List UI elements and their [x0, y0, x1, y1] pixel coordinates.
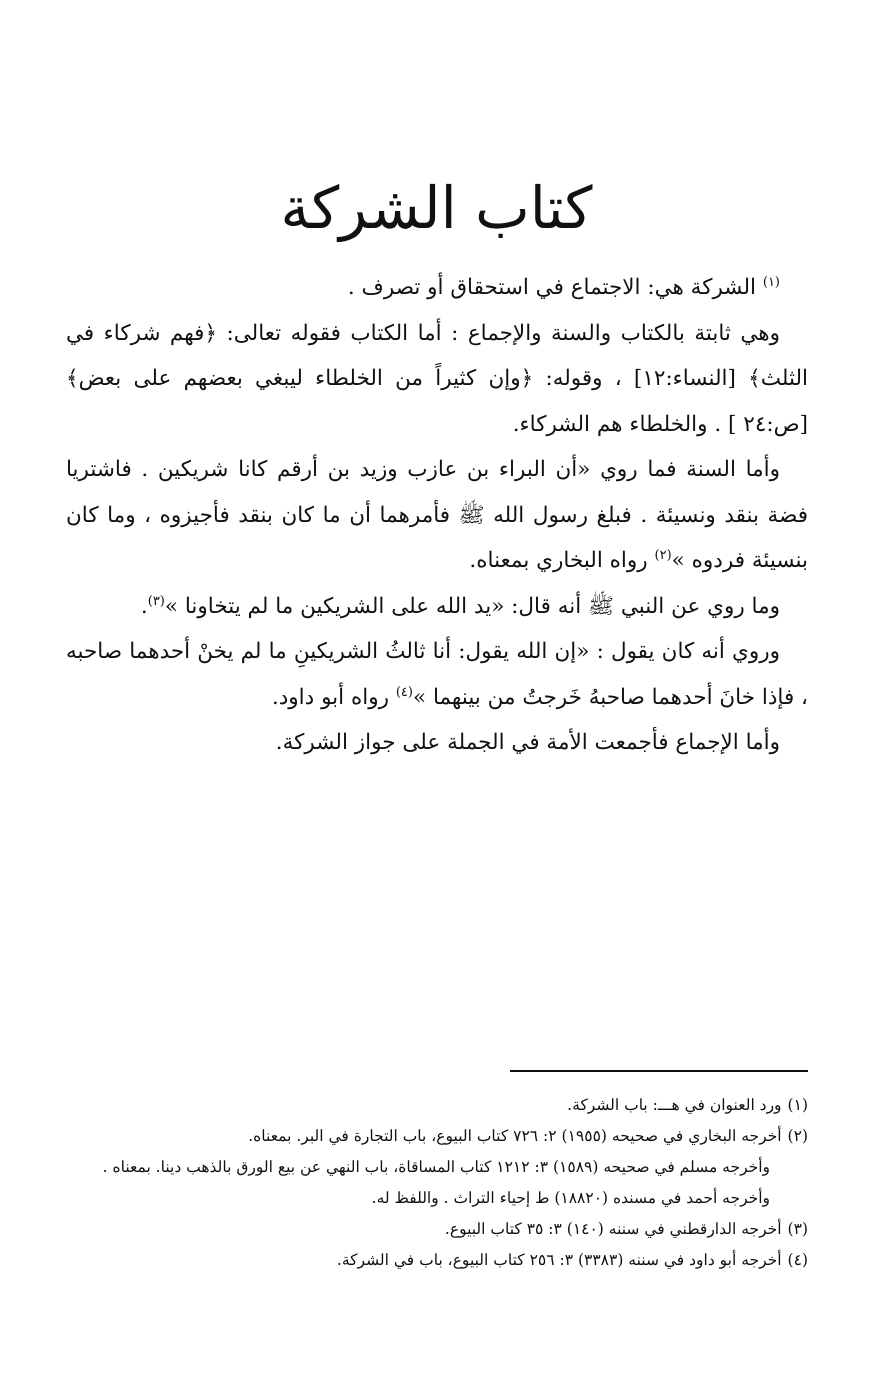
paragraph-hadith-1 — [66, 584, 808, 630]
paragraph-text: وأما الإجماع فأجمعت الأمة في الجملة على جواز الشركة. — [275, 730, 780, 755]
footnote-text: ورد العنوان في هـــ: باب الشركة. — [567, 1096, 782, 1114]
paragraph-text: وروي أنه كان يقول : «إن الله يقول: أنا ثالثُ الشريكينِ ما لم يخنْ أحدهما صاحبه ، فإذا خانَ أحدهما صاحبهُ خَرجتُ من بينهما » — [66, 639, 808, 710]
paragraph-evidence-sunnah — [66, 447, 808, 584]
footnote-marker: (٣) — [147, 593, 165, 609]
footnote-1 — [66, 1090, 808, 1121]
paragraph-definition — [66, 265, 808, 311]
footnote-divider — [510, 1070, 808, 1072]
paragraph-text: رواه أبو داود. — [271, 684, 396, 710]
paragraph-text: وأما السنة فما روي «أن البراء بن عازب وزيد بن أرقم كانا شريكين . فاشتريا فضة بنقد ونسيئة . فبلغ رسول الله ﷺ فأمرهما أن ما كان بنقد فأجيزوه ، وما كان بنسيئة فردوه » — [66, 457, 808, 573]
paragraph-text: رواه البخاري بمعناه. — [469, 548, 655, 573]
paragraph-ijma — [66, 720, 808, 766]
main-text — [66, 265, 808, 766]
paragraph-text: وهي ثابتة بالكتاب والسنة والإجماع : أما الكتاب فقوله تعالى: ﴿فهم شركاء في الثلث﴾ [النساء:١٢] ، وقوله: ﴿وإن كثيراً من الخلطاء ليبغي بعضهم على بعض﴾ [ص:٢٤ ] . والخلطاء هم الشركاء. — [66, 320, 808, 437]
footnote-text: وأخرجه مسلم في صحيحه (١٥٨٩) ٣: ١٢١٢ كتاب المساقاة، باب النهي عن بيع الورق بالذهب دينا. بمعناه . — [102, 1158, 770, 1176]
footnote-number: (٣) — [787, 1220, 808, 1238]
footnote-4 — [66, 1245, 808, 1276]
footnote-2 — [66, 1121, 808, 1152]
footnote-3 — [66, 1214, 808, 1245]
footnote-2-continuation — [66, 1152, 808, 1183]
paragraph-hadith-2 — [66, 629, 808, 720]
footnote-marker: (٤) — [395, 684, 413, 700]
footnote-text: أخرجه البخاري في صحيحه (١٩٥٥) ٢: ٧٢٦ كتاب البيوع، باب التجارة في البر. بمعناه. — [248, 1127, 782, 1145]
footnote-marker: (١) — [762, 274, 780, 290]
footnote-text: أخرجه الدارقطني في سننه (١٤٠) ٣: ٣٥ كتاب البيوع. — [444, 1220, 782, 1238]
paragraph-text: وما روي عن النبي ﷺ أنه قال: «يد الله على الشريكين ما لم يتخاونا » — [164, 593, 780, 619]
footnotes — [66, 1090, 808, 1276]
paragraph-text: . — [140, 593, 148, 619]
footnote-text: أخرجه أبو داود في سننه (٣٣٨٣) ٣: ٢٥٦ كتاب البيوع، باب في الشركة. — [336, 1251, 782, 1269]
footnote-marker: (٢) — [654, 547, 672, 563]
paragraph-evidence-quran — [66, 311, 808, 448]
footnote-number: (١) — [787, 1096, 808, 1114]
paragraph-text: الشركة هي: الاجتماع في استحقاق أو تصرف . — [347, 275, 757, 300]
chapter-title: كتاب الشركة — [280, 174, 593, 242]
footnote-2-continuation — [66, 1183, 808, 1214]
footnote-number: (٢) — [787, 1127, 808, 1145]
footnote-number: (٤) — [787, 1251, 808, 1269]
footnote-text: وأخرجه أحمد في مسنده (١٨٨٢٠) ط إحياء التراث . واللفظ له. — [371, 1189, 770, 1207]
